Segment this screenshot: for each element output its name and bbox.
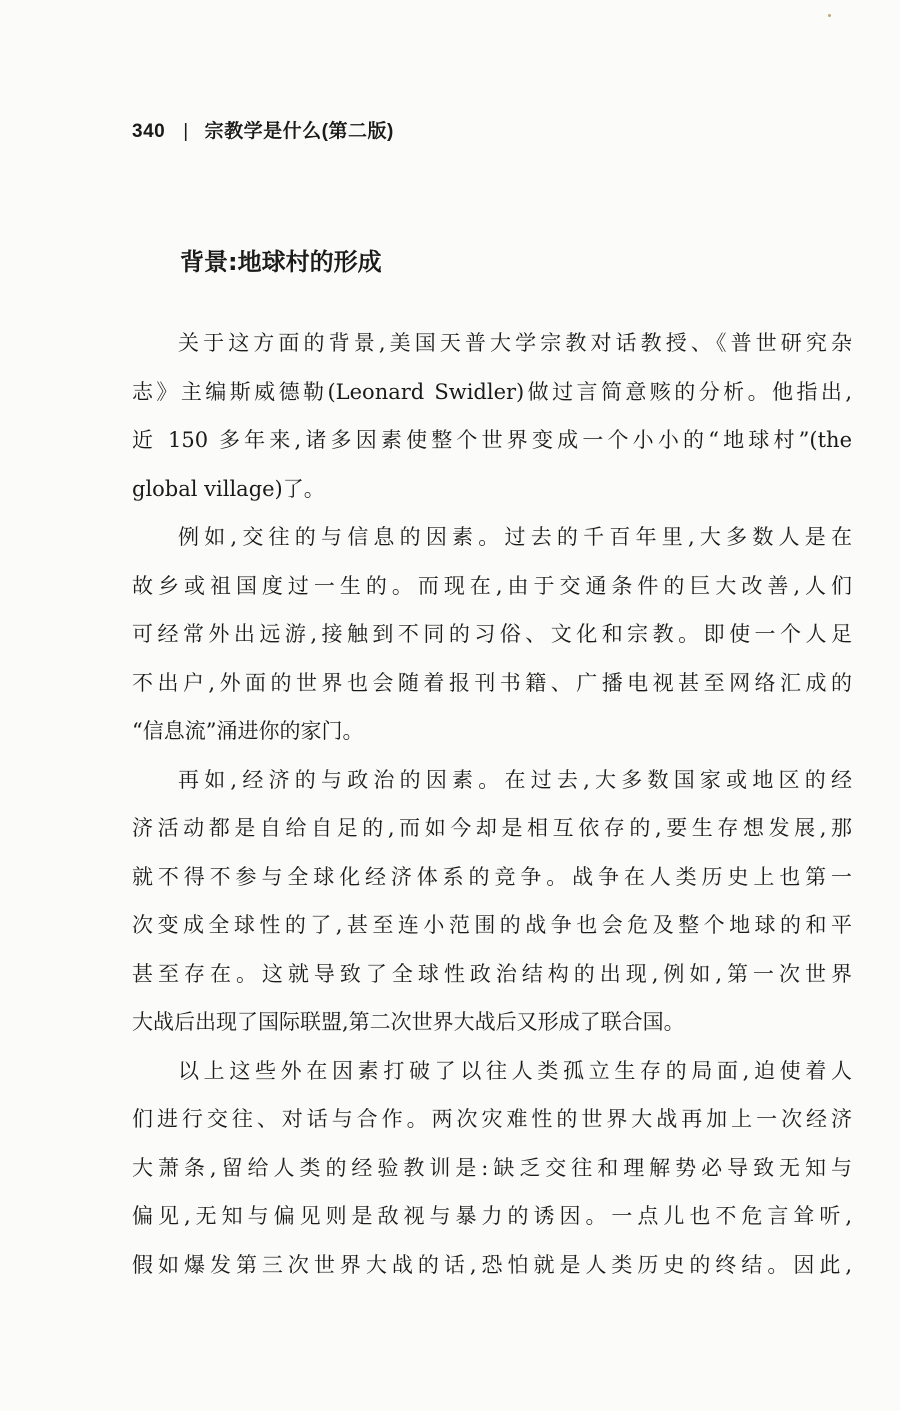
text-line: 大战后出现了国际联盟,第二次世界大战后又形成了联合国。 <box>132 1010 685 1034</box>
text-line: 志》主编斯威德勒(Leonard Swidler)做过言简意赅的分析。他指出, <box>132 379 852 404</box>
body-text <box>132 319 852 1289</box>
text-line: 们进行交往、对话与合作。两次灾难性的世界大战再加上一次经济 <box>132 1107 852 1131</box>
text-line: 大萧条,留给人类的经验教训是:缺乏交往和理解势必导致无知与 <box>132 1155 852 1180</box>
section-title: 背景:地球村的形成 <box>180 248 382 276</box>
text-line: 次变成全球性的了,甚至连小范围的战争也会危及整个地球的和平 <box>132 913 852 937</box>
running-head <box>132 116 394 143</box>
text-line: global village)了。 <box>132 476 325 501</box>
page-number: 340 <box>132 121 166 142</box>
header-separator: | <box>183 121 189 142</box>
text-line: 济活动都是自给自足的,而如今却是相互依存的,要生存想发展,那 <box>132 816 852 840</box>
text-line: 以上这些外在因素打破了以往人类孤立生存的局面,迫使着人 <box>178 1058 852 1083</box>
text-line: 例如,交往的与信息的因素。过去的千百年里,大多数人是在 <box>178 525 852 549</box>
paper-speck <box>828 14 831 17</box>
text-line: 偏见,无知与偏见则是敌视与暴力的诱因。一点儿也不危言耸听, <box>132 1204 852 1228</box>
text-line: 假如爆发第三次世界大战的话,恐怕就是人类历史的终结。因此, <box>132 1252 852 1277</box>
text-line: 故乡或祖国度过一生的。而现在,由于交通条件的巨大改善,人们 <box>132 573 852 598</box>
text-line: 甚至存在。这就导致了全球性政治结构的出现,例如,第一次世界 <box>132 961 852 986</box>
text-line: 近 150 多年来,诸多因素使整个世界变成一个小小的“地球村”(the <box>132 428 852 452</box>
book-title: 宗教学是什么(第二版) <box>204 121 394 142</box>
text-line: 不出户,外面的世界也会随着报刊书籍、广播电视甚至网络汇成的 <box>132 670 852 695</box>
text-line: 就不得不参与全球化经济体系的竞争。战争在人类历史上也第一 <box>132 864 852 889</box>
text-line: “信息流”涌进你的家门。 <box>132 719 364 743</box>
text-line: 关于这方面的背景,美国天普大学宗教对话教授、《普世研究杂 <box>178 331 852 355</box>
text-line: 再如,经济的与政治的因素。在过去,大多数国家或地区的经 <box>178 767 852 792</box>
text-line: 可经常外出远游,接触到不同的习俗、文化和宗教。即使一个人足 <box>132 622 852 646</box>
